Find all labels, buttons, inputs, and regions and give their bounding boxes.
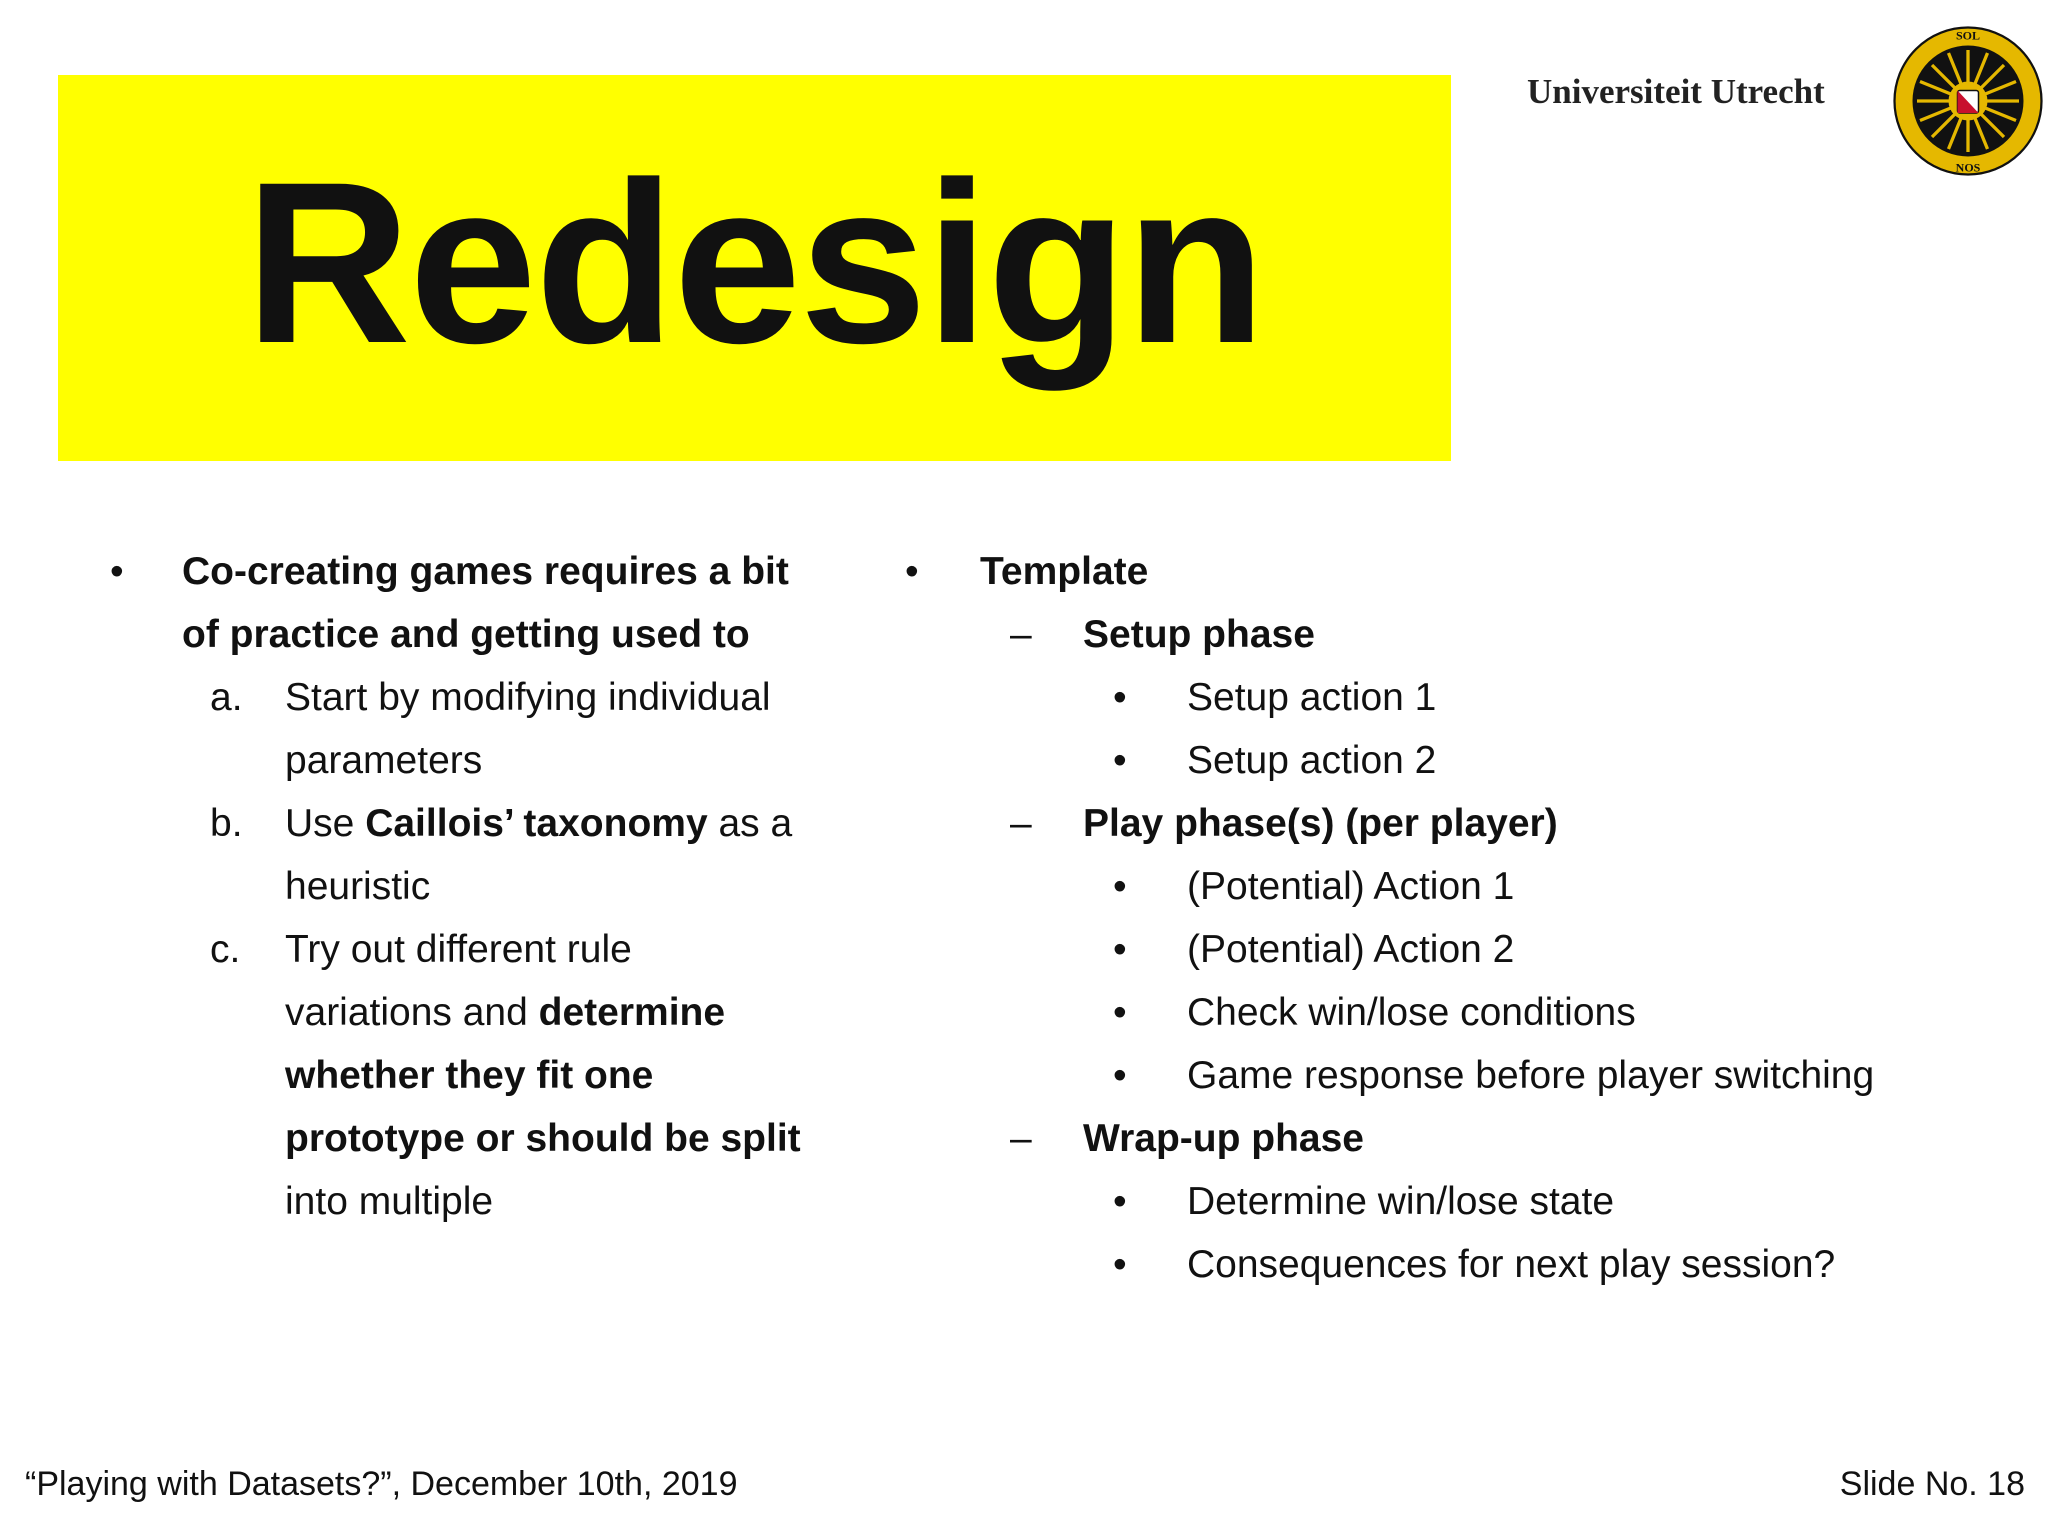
list-item xyxy=(905,540,2025,603)
list-item: • Check win/lose conditions xyxy=(905,981,2025,1044)
phase-item: – Setup phase xyxy=(905,603,2025,666)
item-marker: a. xyxy=(210,676,243,719)
bullet: • xyxy=(110,550,124,593)
bullet: • xyxy=(1113,991,1127,1034)
list-item: • Determine win/lose state xyxy=(905,1170,2025,1233)
item-marker: c. xyxy=(210,928,241,971)
list-item: c. Try out different rule xyxy=(110,918,870,981)
footer-slide-number: Slide No. 18 xyxy=(1839,1465,2025,1503)
list-item xyxy=(110,540,870,603)
list-item: • Setup action 1 xyxy=(905,666,2025,729)
dash: – xyxy=(1010,613,1032,656)
template-heading: Template xyxy=(980,550,1149,593)
dash: – xyxy=(1010,802,1032,845)
svg-text:NOS: NOS xyxy=(1955,160,1981,175)
right-column xyxy=(905,540,2025,1296)
bullet: • xyxy=(1113,928,1127,971)
list-item: • Consequences for next play session? xyxy=(905,1233,2025,1296)
bullet: • xyxy=(1113,865,1127,908)
university-seal-logo xyxy=(1893,26,2043,176)
item-marker: b. xyxy=(210,802,243,845)
bullet: • xyxy=(1113,1243,1127,1286)
bullet: • xyxy=(1113,676,1127,719)
bullet: • xyxy=(1113,739,1127,782)
phase-item: – Play phase(s) (per player) xyxy=(905,792,2025,855)
list-item: • Setup action 2 xyxy=(905,729,2025,792)
university-name: Universiteit Utrecht xyxy=(1527,72,1825,111)
slide-title: Redesign xyxy=(244,134,1265,391)
left-heading-line-2: of practice and getting used to xyxy=(182,613,750,656)
bullet: • xyxy=(1113,1180,1127,1223)
bullet: • xyxy=(905,550,919,593)
title-banner xyxy=(58,75,1451,461)
list-item: • Game response before player switching xyxy=(905,1044,2025,1107)
list-item: • (Potential) Action 1 xyxy=(905,855,2025,918)
dash: – xyxy=(1010,1117,1032,1160)
list-item: b. Use Caillois’ taxonomy as a xyxy=(110,792,870,855)
list-item: a. Start by modifying individual xyxy=(110,666,870,729)
bullet: • xyxy=(1113,1054,1127,1097)
svg-text:SOL: SOL xyxy=(1955,28,1981,43)
left-column: • Co-creating games requires a bit of practice and getting used to a. Start by modifying individual parameters b. Use Caillois’ taxonomy as a heuristic c. Try out different rule variations and determine whether they fit one prototype or should be split into multiple xyxy=(110,540,870,1233)
phase-item: – Wrap-up phase xyxy=(905,1107,2025,1170)
list-item: • (Potential) Action 2 xyxy=(905,918,2025,981)
left-heading-line-1: Co-creating games requires a bit xyxy=(182,550,789,593)
footer-presentation-info: “Playing with Datasets?”, December 10th, 2019 xyxy=(25,1465,738,1503)
